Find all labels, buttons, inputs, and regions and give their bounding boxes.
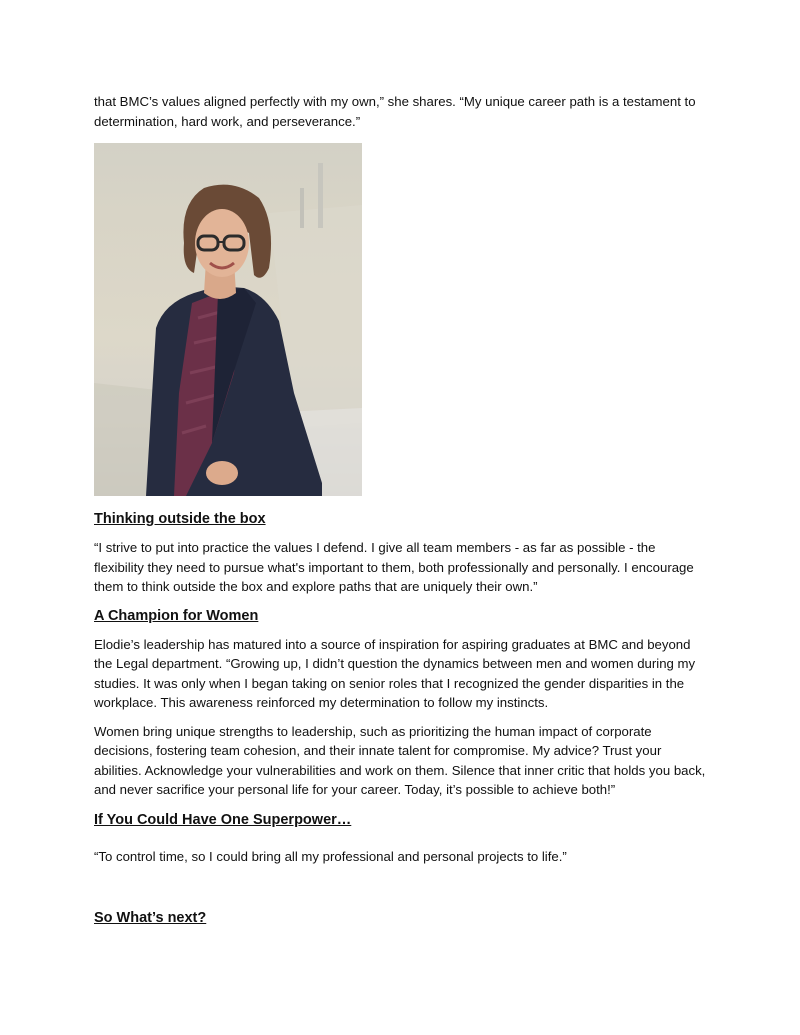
portrait-illustration xyxy=(94,143,362,496)
section-heading-superpower: If You Could Have One Superpower… xyxy=(94,811,352,828)
section-paragraph: “To control time, so I could bring all my professional and personal projects to life.” xyxy=(94,848,567,864)
section-heading-next: So What’s next? xyxy=(94,910,207,926)
section-paragraph: Elodie’s leadership has matured into a source of inspiration for aspiring graduates at BMC and beyond the Legal department. “Growing up, I didn’t question the dynamics between men and women during my studies. It was only when I began taking on senior roles that I recognized the gender disparities in the workplace. This awareness reinforced my determination to follow my instincts. xyxy=(94,636,696,710)
intro-paragraph: that BMC’s values aligned perfectly with my own,” she shares. “My unique career path is a testament to determination, hard work, and perseverance.” xyxy=(94,94,696,129)
section-paragraph: Women bring unique strengths to leadership, such as prioritizing the human impact of corporate decisions, fostering team cohesion, and their innate talent for compromise. My advice? Trust your abilities. Acknowledge your vulnerabilities and work on them. Silence that inner critic that holds you back, and never sacrifice your personal life for your career. Today, it’s possible to achieve both!” xyxy=(94,723,706,797)
section-paragraph: “I strive to put into practice the values I defend. I give all team members - as far as possible - the flexibility they need to pursue what's important to them, both professionally and personally. I encourage them to think outside the box and explore paths that are uniquely their own.” xyxy=(94,540,694,594)
section-heading-champion: A Champion for Women xyxy=(94,607,259,624)
document-page xyxy=(94,92,706,928)
section-heading-thinking: Thinking outside the box xyxy=(94,511,266,527)
portrait-photo xyxy=(94,143,362,496)
